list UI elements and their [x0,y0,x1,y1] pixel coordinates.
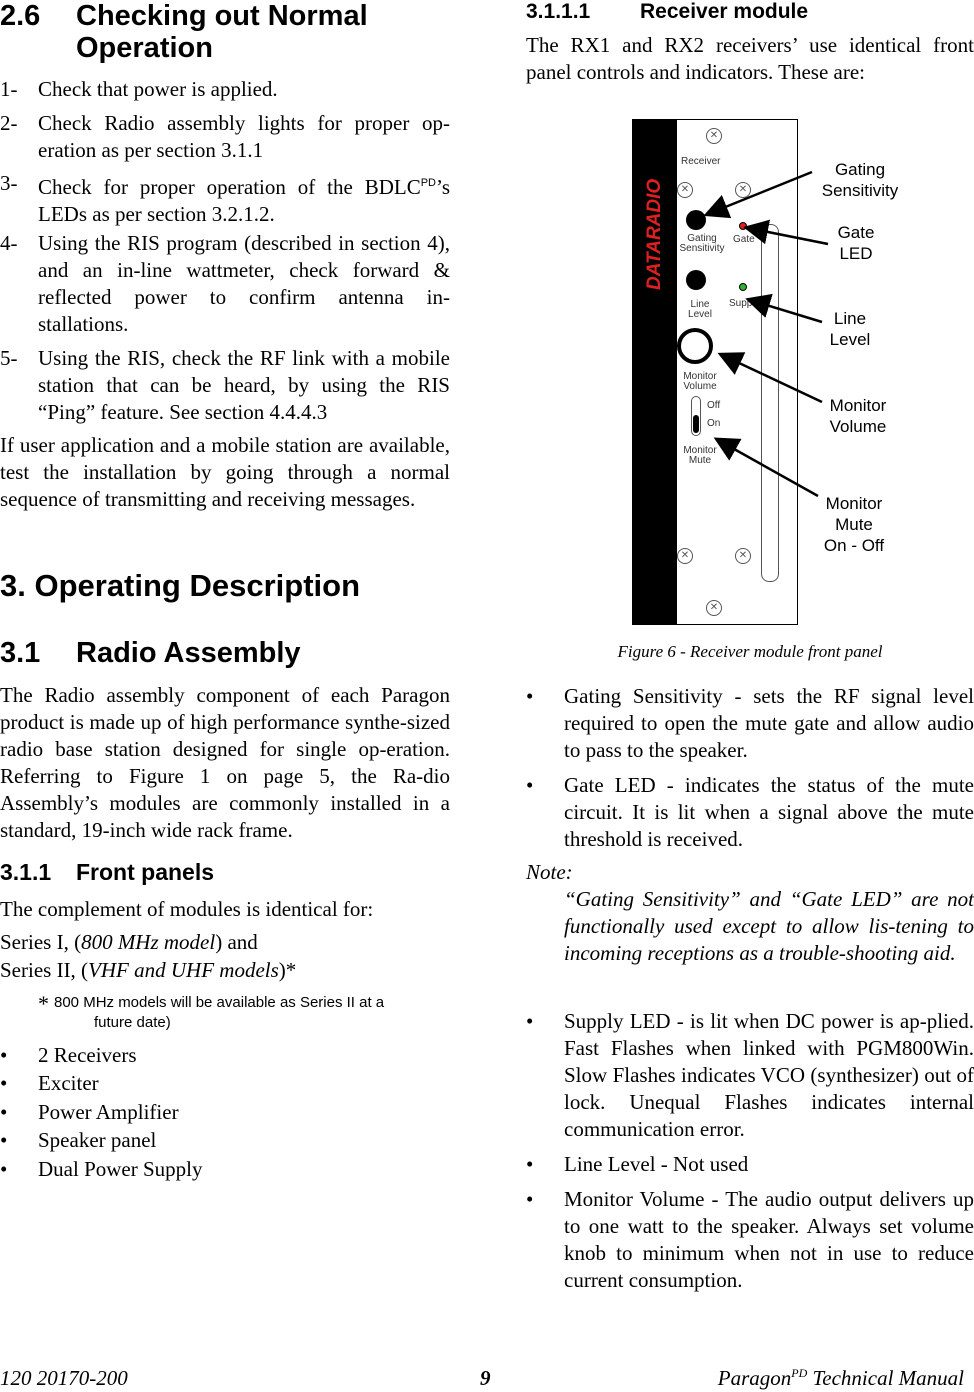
section-2-6-number: 2.6 [0,0,41,32]
bullet-gating-sensitivity: • Gating Sensitivity - sets the RF signal level required to open the mute gate and allow audio to pass to the speaker. [526,684,974,762]
series-2-suffix: )* [278,958,297,982]
label-line: Sensitivity [679,243,725,254]
step-text-b: ’s LEDs as per section 3.2.1.2. [38,175,450,226]
note-label: Note: [526,860,573,884]
manual-superscript: PD [791,1366,808,1380]
label-line: Mute [688,455,712,466]
step-text-a: Check for proper operation of the BDLC [38,175,421,199]
series-1-prefix: Series I, ( [0,930,82,954]
label-line: Line [690,299,710,310]
bullet-text: Gate LED - indicates the status of the mute circuit. It is lit when a signal above the mute threshold is received. [564,773,974,851]
footer-docnum: 120 20170-200 [0,1366,128,1390]
series-1-model: 800 MHz model [81,930,216,954]
callout-gate-led [806,222,906,264]
screw-icon: ✕ [735,182,751,198]
footnote-line1: 800 MHz models will be available as Series II at a [54,994,385,1011]
series-2-prefix: Series II, ( [0,958,89,982]
paragraph-user-application: If user application and a mobile station are available, test the installation by going through a normal sequence of transmitting and receiving messages. [0,433,450,511]
callout-line: Mute [835,515,873,534]
label-line: Level [688,309,712,320]
callout-line: On - Off [823,536,885,555]
section-3-1-1-1-number: 3.1.1.1 [526,0,591,23]
series-1-line [0,929,258,956]
section-3-title: 3. Operating Description [0,568,361,603]
footer-manual-title [718,1366,964,1391]
screw-icon: ✕ [706,128,722,144]
arrow-monitor-mute [718,440,818,496]
series-2-line [0,957,296,984]
panel-title-receiver: Receiver [681,156,721,167]
callout-line: LED [839,244,873,263]
complement-text: The complement of modules is identical for: [0,897,374,921]
bullet-text: Gating Sensitivity - sets the RF signal level required to open the mute gate and allow audio to pass to the speaker. [564,684,974,762]
superscript-pd: PD [420,177,436,189]
screw-icon: ✕ [706,600,722,616]
callout-line: Gate [837,223,875,242]
step-text: Using the RIS, check the RF link with a mobile station that can be heard, by using the RIS “Ping” feature. See section 4.4.4.3 [38,346,450,424]
label-line: Volume [683,381,717,392]
step-text: Check Radio assembly lights for proper op-eration as per section 3.1.1 [38,111,450,162]
manual-name: Paragon [717,1366,792,1390]
module-label: Dual Power Supply [38,1157,203,1181]
callout-line: Line [833,309,867,328]
step-text [38,170,450,228]
callout-line-level [800,308,900,350]
section-2-6-title-line1: Checking out Normal [76,0,368,32]
supply-panel-label: Supply [729,298,760,309]
step-number: 3- [0,171,18,195]
bullet-gate-led: • Gate LED - indicates the status of the mute circuit. It is lit when a signal above the mute threshold is received. [526,773,974,851]
bullet-text: Supply LED - is lit when DC power is ap-plied. Fast Flashes when linked with PGM800Win. Slow Flashes indicates VCO (synthesizer) out of lock. Unequal Flashes indicates internal communication error. [564,1009,974,1141]
arrow-gating-sensitivity [708,172,812,214]
step-text: Using the RIS program (described in section 4), and an in-line wattmeter, check forward & reflected power to confirm antenna in-stallations. [38,231,450,336]
label-line: Gating [687,233,717,244]
figure-caption: Figure 6 - Receiver module front panel [617,642,883,661]
screw-icon: ✕ [677,182,693,198]
module-label: Speaker panel [38,1128,157,1152]
on-panel-label: On [707,418,721,429]
bullet-text: Monitor Volume - The audio output delivers up to one watt to the speaker. Always set volume knob to minimum when not in use to reduce current consumption. [564,1187,974,1292]
callout-monitor-mute [804,493,904,556]
label-line: Monitor [683,445,717,456]
screw-icon: ✕ [735,548,751,564]
callout-line: Sensitivity [821,181,899,200]
callout-monitor-volume [808,395,908,437]
off-panel-label: Off [707,400,721,411]
callout-line: Monitor [829,396,887,415]
callout-line: Volume [829,417,887,436]
note-text: “Gating Sensitivity” and “Gate LED” are not functionally used except to allow lis-tening to incoming receptions as a trouble-shooting aid. [564,887,974,965]
receiver-intro: The RX1 and RX2 receivers’ use identical front panel controls and indicators. These are: [526,33,974,84]
label-line: Monitor [683,371,717,382]
callout-gating-sensitivity [810,159,910,201]
paragraph-radio-assembly: The Radio assembly component of each Paragon product is made up of high performance synthe-sized radio base station designed for single op-eration. Referring to Figure 1 on page 5, the Ra-dio Assembly’s modules are commonly installed in a standard, 19-inch wide rack frame. [0,683,450,842]
gate-panel-label: Gate [733,234,755,245]
section-3-1-number: 3.1 [0,637,41,669]
footer-page-number: 9 [480,1366,491,1390]
step-number: 1- [0,77,18,101]
module-label: 2 Receivers [38,1043,137,1067]
section-2-6-title-line2: Operation [76,32,213,64]
callout-line: Gating [834,160,886,179]
step-number: 4- [0,231,18,255]
section-3-1-1-title: Front panels [76,859,215,885]
module-label: Power Amplifier [38,1100,179,1124]
series-1-suffix: ) and [215,930,258,954]
arrow-monitor-volume [722,355,822,402]
step-text: Check that power is applied. [38,77,278,101]
section-3-1-1-1-title: Receiver module [640,0,809,23]
bullet-text: Line Level - Not used [564,1152,749,1176]
step-number: 2- [0,111,18,135]
section-3-1-title: Radio Assembly [76,637,301,669]
callout-line: Level [829,330,871,349]
footnote-star: * [38,991,49,1016]
module-label: Exciter [38,1071,99,1095]
section-3-1-1-number: 3.1.1 [0,859,52,885]
series-2-model: VHF and UHF models [88,958,279,982]
footnote-line2: future date) [94,1014,171,1031]
callout-line: Monitor [825,494,883,513]
step-number: 5- [0,346,18,370]
screw-icon: ✕ [677,548,693,564]
manual-suffix: Technical Manual [807,1366,964,1390]
